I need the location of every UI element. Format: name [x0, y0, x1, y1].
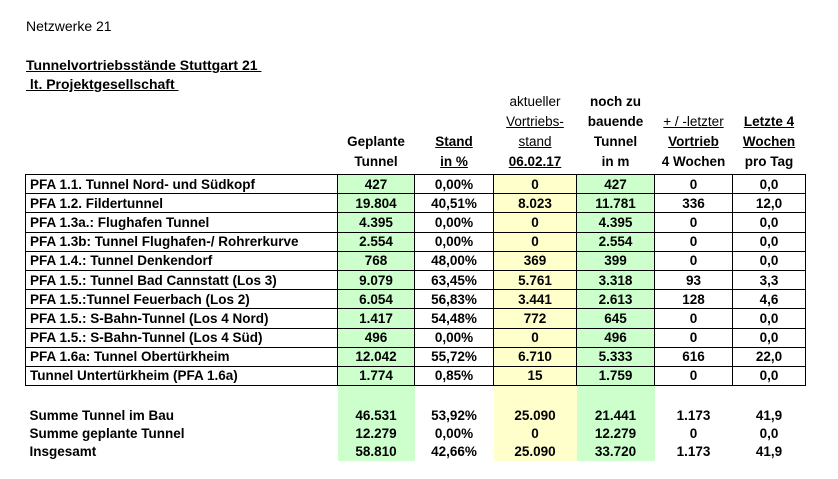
cell-plusminus: 93: [655, 270, 733, 289]
spacer-cell: [338, 386, 415, 408]
header-vortrieb-l1: aktueller: [509, 94, 561, 109]
cell-noch: 399: [577, 251, 655, 270]
header-row: [26, 92, 806, 175]
cell-noch: 496: [577, 328, 655, 347]
cell-stand: 0,00%: [415, 232, 494, 251]
sum-cell-geplant: 46.531: [338, 407, 415, 425]
cell-geplant: 9.079: [338, 270, 415, 289]
cell-letzte: 4,6: [733, 290, 806, 309]
cell-plusminus: 336: [655, 194, 733, 213]
spacer-cell: [733, 386, 806, 408]
cell-plusminus: 0: [655, 251, 733, 270]
cell-stand: 63,45%: [415, 270, 494, 289]
cell-vortrieb: 3.441: [494, 290, 577, 309]
spacer-cell: [655, 386, 733, 408]
cell-geplant: 4.395: [338, 213, 415, 232]
row-name: Tunnel Untertürkheim (PFA 1.6a): [26, 366, 338, 385]
cell-noch: 645: [577, 309, 655, 328]
row-name: PFA 1.4.: Tunnel Denkendorf: [26, 251, 338, 270]
cell-geplant: 1.417: [338, 309, 415, 328]
header-noch-l2: bauende: [587, 114, 644, 129]
cell-vortrieb: 5.761: [494, 270, 577, 289]
cell-stand: 48,00%: [415, 251, 494, 270]
cell-plusminus: 0: [655, 366, 733, 385]
cell-geplant: 6.054: [338, 290, 415, 309]
sum-name: Summe geplante Tunnel: [29, 426, 185, 442]
sum-cell-noch: 12.279: [577, 425, 655, 443]
table-row: [26, 270, 806, 289]
header-noch-l4: in m: [601, 154, 630, 169]
cell-vortrieb: 15: [494, 366, 577, 385]
row-name: PFA 1.2. Fildertunnel: [26, 194, 338, 213]
tunnel-progress-table: [25, 92, 806, 461]
cell-vortrieb: 0: [494, 213, 577, 232]
cell-plusminus: 0: [655, 213, 733, 232]
cell-stand: 0,85%: [415, 366, 494, 385]
spacer-cell: [415, 386, 494, 408]
row-name: PFA 1.3a.: Flughafen Tunnel: [26, 213, 338, 232]
row-name: PFA 1.5.: Tunnel Bad Cannstatt (Los 3): [26, 270, 338, 289]
cell-vortrieb: 0: [494, 232, 577, 251]
sum-cell-vortrieb: 25.090: [494, 407, 577, 425]
header-noch: [577, 92, 655, 175]
header-noch-l3: Tunnel: [593, 134, 638, 149]
header-stand-l2: in %: [440, 154, 468, 169]
cell-plusminus: 0: [655, 232, 733, 251]
cell-noch: 2.613: [577, 290, 655, 309]
cell-vortrieb: 6.710: [494, 347, 577, 366]
cell-noch: 427: [577, 175, 655, 194]
cell-letzte: 0,0: [733, 175, 806, 194]
cell-letzte: 0,0: [733, 232, 806, 251]
sum-row: [26, 425, 806, 443]
spacer-row: [26, 386, 806, 408]
header-stand: [415, 92, 494, 175]
spacer-cell: [26, 386, 338, 408]
cell-geplant: 768: [338, 251, 415, 270]
spacer-cell: [577, 386, 655, 408]
row-name: PFA 1.5.: S-Bahn-Tunnel (Los 4 Süd): [26, 328, 338, 347]
sum-cell-stand: 0,00%: [434, 426, 474, 442]
header-stand-l1: Stand: [435, 134, 473, 149]
row-name: PFA 1.5.: S-Bahn-Tunnel (Los 4 Nord): [26, 309, 338, 328]
cell-stand: 0,00%: [415, 175, 494, 194]
cell-geplant: 496: [338, 328, 415, 347]
cell-stand: 40,51%: [415, 194, 494, 213]
cell-stand: 55,72%: [415, 347, 494, 366]
table-row: [26, 175, 806, 194]
sum-cell-stand: 42,66%: [431, 444, 477, 460]
cell-letzte: 0,0: [733, 328, 806, 347]
cell-geplant: 12.042: [338, 347, 415, 366]
row-name: PFA 1.3b: Tunnel Flughafen-/ Rohrerkurve: [26, 232, 338, 251]
table-row: [26, 290, 806, 309]
header-vortrieb-l3: stand: [518, 134, 552, 149]
sum-row: [26, 443, 806, 461]
cell-letzte: 22,0: [733, 347, 806, 366]
cell-geplant: 2.554: [338, 232, 415, 251]
sum-cell-plusminus: 1.173: [676, 444, 711, 460]
cell-geplant: 1.774: [338, 366, 415, 385]
table-body: [26, 175, 806, 386]
spacer-cell: [494, 386, 577, 408]
header-letzte: [733, 92, 806, 175]
sum-cell-vortrieb: 25.090: [494, 443, 577, 461]
sum-cell-letzte: 0,0: [759, 426, 779, 442]
sum-row: [26, 407, 806, 425]
header-vortrieb-l4: 06.02.17: [508, 154, 562, 169]
table-row: [26, 366, 806, 385]
cell-stand: 56,83%: [415, 290, 494, 309]
cell-noch: 11.781: [577, 194, 655, 213]
sum-cell-geplant: 12.279: [338, 425, 415, 443]
sum-cell-letzte: 41,9: [755, 444, 783, 460]
header-noch-l1: noch zu: [590, 94, 641, 109]
cell-vortrieb: 772: [494, 309, 577, 328]
sum-cell-geplant: 58.810: [338, 443, 415, 461]
cell-stand: 54,48%: [415, 309, 494, 328]
cell-noch: 1.759: [577, 366, 655, 385]
cell-vortrieb: 8.023: [494, 194, 577, 213]
sum-cell-vortrieb: 0: [494, 425, 577, 443]
header-letzte-l2: Wochen: [742, 134, 796, 149]
table-row: [26, 251, 806, 270]
header-vortrieb-l2: Vortriebs-: [506, 114, 564, 129]
header-plusminus-l1: + / -letzter: [663, 114, 724, 129]
table-sums: [26, 386, 806, 462]
cell-vortrieb: 0: [494, 175, 577, 194]
row-name: PFA 1.6a: Tunnel Obertürkheim: [26, 347, 338, 366]
cell-letzte: 12,0: [733, 194, 806, 213]
table-row: [26, 194, 806, 213]
header-plusminus-l3: 4 Wochen: [661, 154, 726, 169]
cell-letzte: 0,0: [733, 309, 806, 328]
row-name: PFA 1.5.:Tunnel Feuerbach (Los 2): [26, 290, 338, 309]
table-row: [26, 213, 806, 232]
sum-cell-noch: 21.441: [577, 407, 655, 425]
sum-name: Insgesamt: [29, 444, 97, 460]
cell-letzte: 0,0: [733, 251, 806, 270]
sum-name: Summe Tunnel im Bau: [29, 408, 175, 424]
header-plusminus-l2: Vortrieb: [668, 134, 719, 149]
header-letzte-l1: Letzte 4: [743, 114, 795, 129]
table-row: [26, 347, 806, 366]
header-geplant-l2: Tunnel: [354, 154, 398, 169]
cell-noch: 3.318: [577, 270, 655, 289]
table-row: [26, 232, 806, 251]
cell-stand: 0,00%: [415, 213, 494, 232]
sum-cell-noch: 33.720: [577, 443, 655, 461]
cell-stand: 0,00%: [415, 328, 494, 347]
document-title: Netzwerke 21: [26, 18, 112, 34]
row-name: PFA 1.1. Tunnel Nord- und Südkopf: [26, 175, 338, 194]
cell-letzte: 0,0: [733, 213, 806, 232]
table-row: [26, 328, 806, 347]
cell-letzte: 3,3: [733, 270, 806, 289]
sum-cell-stand: 53,92%: [431, 408, 477, 424]
header-empty: [26, 92, 338, 175]
cell-noch: 4.395: [577, 213, 655, 232]
cell-geplant: 19.804: [338, 194, 415, 213]
cell-plusminus: 0: [655, 309, 733, 328]
cell-geplant: 427: [338, 175, 415, 194]
cell-plusminus: 0: [655, 175, 733, 194]
header-plusminus: [655, 92, 733, 175]
cell-letzte: 0,0: [733, 366, 806, 385]
cell-vortrieb: 369: [494, 251, 577, 270]
sum-cell-letzte: 41,9: [755, 408, 783, 424]
header-geplant: [338, 92, 415, 175]
cell-plusminus: 0: [655, 328, 733, 347]
table-row: [26, 309, 806, 328]
header-vortrieb: [494, 92, 577, 175]
header-letzte-l3: pro Tag: [744, 154, 794, 169]
cell-vortrieb: 0: [494, 328, 577, 347]
cell-noch: 5.333: [577, 347, 655, 366]
sum-cell-plusminus: 0: [689, 426, 698, 442]
cell-plusminus: 616: [655, 347, 733, 366]
sum-cell-plusminus: 1.173: [676, 408, 711, 424]
cell-plusminus: 128: [655, 290, 733, 309]
cell-noch: 2.554: [577, 232, 655, 251]
header-geplant-l1: Geplante: [347, 134, 405, 149]
table-source: lt. Projektgesellschaft: [26, 76, 179, 92]
table-title: Tunnelvortriebsstände Stuttgart 21: [26, 57, 262, 73]
